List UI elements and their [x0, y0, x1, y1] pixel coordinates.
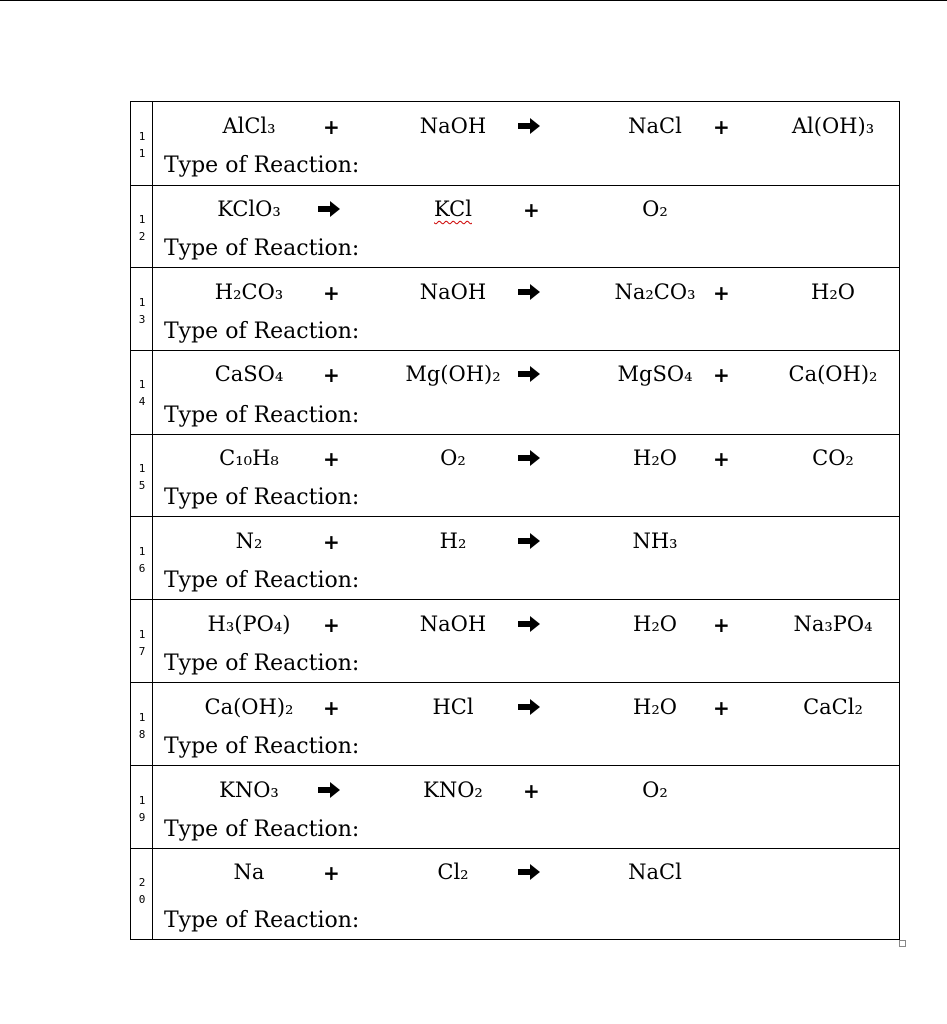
reaction-row: [131, 350, 899, 435]
reaction-row: [131, 517, 899, 600]
chemical-formula: O₂: [642, 197, 668, 221]
row-number-digit: 7: [138, 645, 146, 658]
product-1: [595, 195, 715, 223]
product-2: [773, 693, 893, 721]
row-number: [131, 683, 153, 765]
product-2: [773, 610, 893, 638]
product-2: [773, 278, 893, 306]
chemical-formula: KNO₃: [219, 778, 279, 802]
reaction-row: [131, 185, 899, 268]
chemical-formula: H₃(PO₄): [207, 612, 291, 636]
product-1: [595, 693, 715, 721]
reaction-arrow-icon: [516, 116, 542, 136]
reaction-arrow-icon: [516, 531, 542, 551]
chemical-formula: KClO₃: [217, 197, 281, 221]
table-resize-handle[interactable]: [899, 940, 906, 947]
row-number-digit: 2: [138, 876, 146, 889]
reaction-row: [131, 766, 899, 849]
row-number-digit: 5: [138, 479, 146, 492]
reaction-row: [131, 848, 899, 940]
chemical-formula: AlCl₃: [222, 114, 276, 138]
type-of-reaction-label: Type of Reaction:: [164, 153, 360, 178]
plus-sign: +: [523, 198, 540, 222]
plus-sign: +: [523, 779, 540, 803]
reaction-arrow-icon: [516, 448, 542, 468]
reactant-2: [393, 776, 513, 804]
row-number-digit: 1: [138, 378, 146, 391]
type-of-reaction-label: Type of Reaction:: [164, 734, 360, 759]
chemical-formula: N₂: [235, 529, 263, 553]
row-number: [131, 185, 153, 267]
reactant-1: [189, 278, 309, 306]
product-1: [595, 360, 715, 388]
reactant-2: [393, 444, 513, 472]
row-number: [131, 600, 153, 682]
type-of-reaction-label: Type of Reaction:: [164, 817, 360, 842]
reactant-1: [189, 527, 309, 555]
chemical-formula: Na₂CO₃: [614, 280, 696, 304]
chemical-formula: C₁₀H₈: [219, 446, 279, 470]
row-number-digit: 2: [138, 230, 146, 243]
chemical-formula: Na: [233, 860, 265, 884]
chemical-formula: NaOH: [419, 612, 487, 636]
plus-sign: +: [323, 861, 340, 885]
type-of-reaction-label: Type of Reaction:: [164, 485, 360, 510]
reaction-arrow-icon: [516, 614, 542, 634]
plus-sign: +: [713, 613, 730, 637]
plus-sign: +: [713, 447, 730, 471]
row-number-digit: 1: [138, 296, 146, 309]
reactant-1: [189, 610, 309, 638]
chemical-formula: NaCl: [628, 114, 682, 138]
plus-sign: +: [323, 281, 340, 305]
reactant-1: [189, 858, 309, 886]
plus-sign: +: [323, 530, 340, 554]
reactant-1: [189, 360, 309, 388]
chemical-formula: HCl: [432, 695, 474, 719]
chemical-formula: Mg(OH)₂: [405, 362, 501, 386]
reactant-2: [393, 278, 513, 306]
product-2: [773, 112, 893, 140]
row-number-digit: 3: [138, 313, 146, 326]
row-number-digit: 4: [138, 395, 146, 408]
plus-sign: +: [713, 115, 730, 139]
reactant-2: [393, 195, 513, 223]
row-number-digit: 1: [138, 130, 146, 143]
chemical-formula: O₂: [440, 446, 466, 470]
row-number: [131, 766, 153, 848]
plus-sign: +: [323, 613, 340, 637]
type-of-reaction-label: Type of Reaction:: [164, 319, 360, 344]
reaction-arrow-icon: [516, 697, 542, 717]
chemical-formula: NH₃: [632, 529, 678, 553]
type-of-reaction-label: Type of Reaction:: [164, 908, 360, 933]
chemical-formula: NaOH: [419, 280, 487, 304]
chemical-formula: KNO₂: [423, 778, 483, 802]
reaction-arrow-icon: [516, 282, 542, 302]
reaction-row: [131, 102, 899, 186]
row-number-digit: 1: [138, 545, 146, 558]
plus-sign: +: [713, 363, 730, 387]
product-2: [773, 360, 893, 388]
chemical-formula: MgSO₄: [617, 362, 693, 386]
chemical-formula: H₂O: [633, 612, 677, 636]
chemical-formula: H₂O: [811, 280, 855, 304]
row-number-digit: 1: [138, 213, 146, 226]
reactant-1: [189, 693, 309, 721]
chemical-formula: Na₃PO₄: [793, 612, 873, 636]
plus-sign: +: [323, 447, 340, 471]
reactant-2: [393, 610, 513, 638]
chemical-formula: H₂: [439, 529, 467, 553]
type-of-reaction-label: Type of Reaction:: [164, 568, 360, 593]
row-number-digit: 1: [138, 628, 146, 641]
row-number-digit: 9: [138, 811, 146, 824]
row-number: [131, 102, 153, 185]
row-number: [131, 517, 153, 599]
type-of-reaction-label: Type of Reaction:: [164, 403, 360, 428]
row-number-digit: 1: [138, 711, 146, 724]
reaction-row: [131, 434, 899, 517]
chemical-formula: CaSO₄: [214, 362, 284, 386]
reactant-2: [393, 858, 513, 886]
product-1: [595, 278, 715, 306]
chemical-formula: KCl: [434, 197, 472, 221]
reaction-row: [131, 600, 899, 683]
chemical-formula: H₂O: [633, 446, 677, 470]
page-top-border: [0, 0, 947, 1]
plus-sign: +: [323, 696, 340, 720]
plus-sign: +: [713, 281, 730, 305]
reactant-2: [393, 527, 513, 555]
reactant-1: [189, 112, 309, 140]
chemical-formula: NaCl: [628, 860, 682, 884]
reactant-2: [393, 112, 513, 140]
chemical-formula: CaCl₂: [803, 695, 863, 719]
product-1: [595, 776, 715, 804]
row-number-digit: 6: [138, 562, 146, 575]
row-number: [131, 434, 153, 516]
reactant-1: [189, 444, 309, 472]
product-1: [595, 610, 715, 638]
row-number: [131, 350, 153, 434]
chemical-formula: Cl₂: [437, 860, 469, 884]
row-number: [131, 268, 153, 350]
reaction-arrow-icon: [316, 780, 342, 800]
chemical-formula: Ca(OH)₂: [204, 695, 294, 719]
plus-sign: +: [713, 696, 730, 720]
product-1: [595, 858, 715, 886]
row-number-digit: 1: [138, 462, 146, 475]
reactant-1: [189, 195, 309, 223]
row-number: [131, 848, 153, 940]
reactant-2: [393, 693, 513, 721]
chemical-formula: NaOH: [419, 114, 487, 138]
reactant-2: [393, 360, 513, 388]
chemical-formula: O₂: [642, 778, 668, 802]
reaction-arrow-icon: [316, 199, 342, 219]
plus-sign: +: [323, 115, 340, 139]
plus-sign: +: [323, 363, 340, 387]
product-2: [773, 444, 893, 472]
chemical-formula: CO₂: [812, 446, 854, 470]
product-1: [595, 112, 715, 140]
row-number-digit: 8: [138, 728, 146, 741]
type-of-reaction-label: Type of Reaction:: [164, 236, 360, 261]
row-number-digit: 1: [138, 794, 146, 807]
reaction-row: [131, 683, 899, 766]
row-number-digit: 1: [138, 147, 146, 160]
reactant-1: [189, 776, 309, 804]
chemical-formula: H₂CO₃: [214, 280, 284, 304]
type-of-reaction-label: Type of Reaction:: [164, 651, 360, 676]
chemical-formula: Al(OH)₃: [791, 114, 875, 138]
chemical-formula: Ca(OH)₂: [788, 362, 878, 386]
reactions-table: [130, 101, 900, 940]
reaction-arrow-icon: [516, 862, 542, 882]
reaction-row: [131, 268, 899, 351]
chemical-formula: H₂O: [633, 695, 677, 719]
product-1: [595, 527, 715, 555]
row-number-digit: 0: [138, 893, 146, 906]
product-1: [595, 444, 715, 472]
reaction-arrow-icon: [516, 364, 542, 384]
